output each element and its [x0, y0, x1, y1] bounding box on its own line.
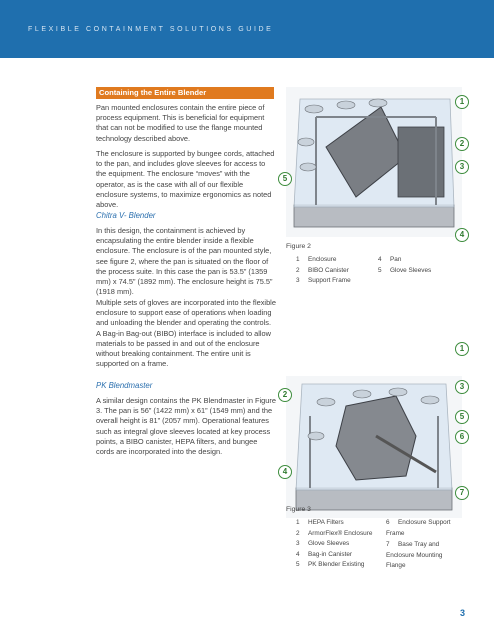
legend-item: 1 HEPA Filters [296, 519, 344, 526]
legend-item: 2 ArmorFlex® Enclosure [296, 529, 373, 537]
page-number: 3 [460, 608, 466, 618]
callout-marker: 2 [278, 388, 292, 402]
callout-marker: 3 [455, 380, 469, 394]
figure-2-legend-right [378, 255, 458, 276]
legend-item: 1 Enclosure [296, 256, 337, 263]
figure-2-label: Figure 2 [286, 243, 311, 250]
figure-3-legend-right [386, 518, 462, 572]
callout-marker: 4 [278, 465, 292, 479]
section-heading-entire-blender: Containing the Entire Blender [96, 87, 274, 99]
page-header [0, 0, 494, 58]
paragraph: In this design, the containment is achieved by encapsulating the entire blender inside a flexible enclosure. The enclosure is of the pan mounted style, see figure 2, where the pan is situated on the floor of the process suite. In this case the pan is 53.5” (1359 mm) x 74.5” (1892 mm). The enclosure height is 75.5” (1918 mm). [96, 226, 273, 297]
legend-item: 3 Glove Sleeves [296, 540, 350, 547]
legend-item: 5 Glove Sleeves [378, 266, 432, 274]
legend-item: 3 Support Frame [296, 277, 351, 284]
legend-item: 4 Bag-in Canister [296, 550, 353, 558]
paragraph: Pan mounted enclosures contain the entire piece of process equipment. This is beneficial for equipment that can not be modified to use the flange mounted technology described above. [96, 103, 265, 143]
legend-item: 6 Enclosure Support Frame [386, 519, 451, 537]
figure-3-illustration [286, 376, 462, 518]
figure-2-legend-left [296, 255, 376, 287]
paragraph: Multiple sets of gloves are incorporated into the flexible enclosure to support ease of operations when loading and unloading the blender and operating the controls. A Bag-in Bag-out (BIBO) interface is included to allow materials to be passed in and out of the enclosure without breaking containment. The entire unit is supported on a frame. [96, 298, 276, 369]
pk-blendmaster-drawing [286, 376, 462, 518]
callout-marker: 1 [455, 95, 469, 109]
section-heading-chitra: Chitra V- Blender [96, 211, 156, 220]
legend-item: 4 Pan [378, 256, 402, 263]
paragraph: A similar design contains the PK Blendmaster in Figure 3. The pan is 56” (1422 mm) x 61” (1549 mm) and the overall height is 81” (2057 mm). Operational features such as integral glove sleeves located at key process points, a BIBO canister, HEPA filters, and bungee cords are incorporated into the design. [96, 396, 276, 457]
callout-marker: 5 [455, 410, 469, 424]
callout-marker: 7 [455, 486, 469, 500]
callout-marker: 6 [455, 430, 469, 444]
callout-marker: 1 [455, 342, 469, 356]
legend-item: 5 PK Blender Existing [296, 561, 365, 568]
legend-item: 2 BIBO Canister [296, 266, 349, 274]
callout-marker: 3 [455, 160, 469, 174]
blender-enclosure-drawing [286, 87, 462, 237]
figure-3-legend-left [296, 518, 386, 571]
legend-item: 7 Base Tray and Enclosure Mounting Flange [386, 541, 443, 569]
callout-marker: 2 [455, 137, 469, 151]
figure-2-illustration [286, 87, 462, 237]
section-heading-pk-blendmaster: PK Blendmaster [96, 381, 153, 390]
paragraph: The enclosure is supported by bungee cords, attached to the pan, and includes glove sleeves for access to the equipment. The enclosure “moves” with the operator, as is the case with all of our flexible enclosure systems, to maximize ergonomics as noted above. [96, 149, 275, 210]
callout-marker: 5 [278, 172, 292, 186]
callout-marker: 4 [455, 228, 469, 242]
header-title: FLEXIBLE CONTAINMENT SOLUTIONS GUIDE [28, 26, 274, 33]
figure-3-label: Figure 3 [286, 506, 311, 513]
